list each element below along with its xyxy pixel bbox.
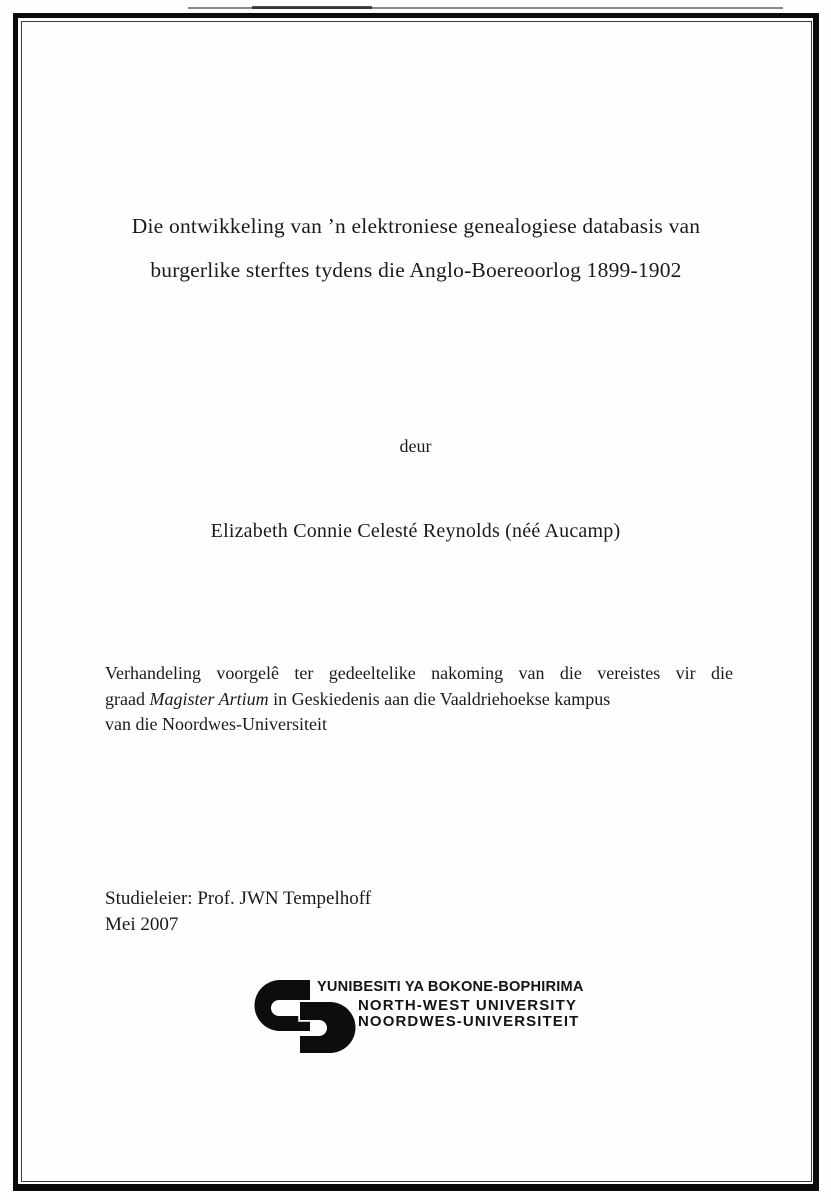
logo-text-english: NORTH-WEST UNIVERSITY [358, 997, 577, 1014]
supervisor-block [105, 886, 371, 938]
university-logo [253, 972, 593, 1060]
thesis-title [90, 204, 742, 292]
supervisor-line: Studieleier: Prof. JWN Tempelhoff [105, 888, 372, 909]
scan-artifact-mark [252, 6, 372, 9]
degree-statement-line3: van die Noordwes-Universiteit [105, 714, 327, 734]
degree-statement-line1: Verhandeling voorgelê ter gedeeltelike nakoming van die vereistes vir die [105, 663, 733, 683]
thesis-title-line1: Die ontwikkeling van ’n elektroniese genealogiese databasis van [131, 214, 701, 238]
degree-statement-line2 [105, 687, 733, 713]
degree-statement-line2-suffix: in Geskiedenis aan die Vaaldriehoekse kampus [268, 688, 611, 709]
date-line: Mei 2007 [105, 914, 179, 935]
logo-text-setswana: YUNIBESITI YA BOKONE-BOPHIRIMA [317, 979, 584, 995]
degree-statement-line2-prefix: graad [105, 688, 150, 709]
logo-text-afrikaans: NOORDWES-UNIVERSITEIT [358, 1013, 580, 1030]
author-name: Elizabeth Connie Celesté Reynolds (néé Aucamp) [210, 520, 621, 542]
degree-name: Magister Artium [149, 688, 269, 709]
thesis-title-line2: burgerlike sterftes tydens die Anglo-Boereoorlog 1899-1902 [150, 258, 682, 282]
degree-statement [105, 661, 733, 738]
byline: deur [399, 436, 432, 456]
